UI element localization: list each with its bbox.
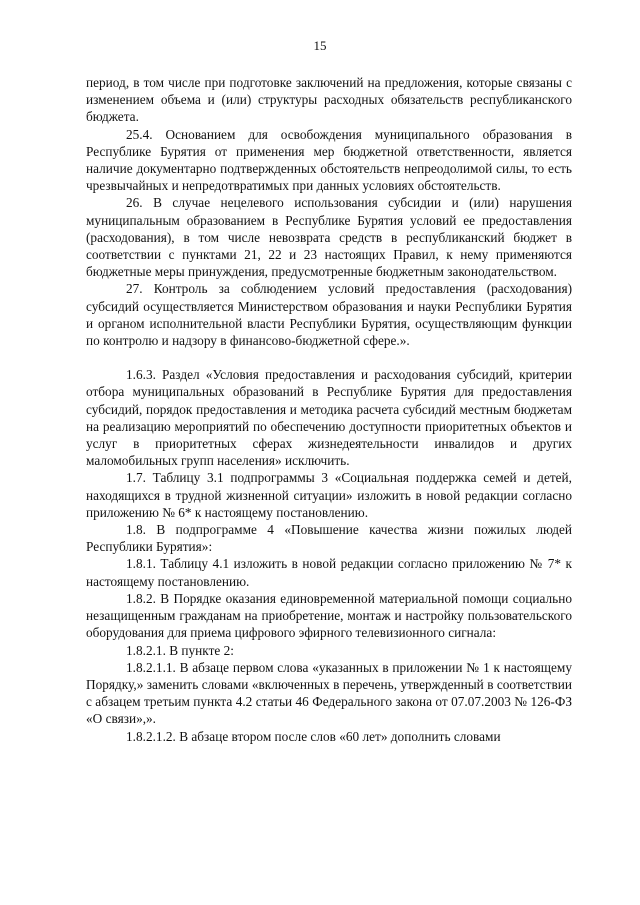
- paragraph-1-8-1: 1.8.1. Таблицу 4.1 изложить в новой редакции согласно приложению № 7* к настоящему постановлению.: [86, 556, 572, 589]
- paragraph-1-8-2-1-1: 1.8.2.1.1. В абзаце первом слова «указанных в приложении № 1 к настоящему Порядку,» заменить словами «включенных в перечень, утвержденный в соответствии с абзацем третьим пункта 4.2 статьи 46 Федерального закона от 07.07.2003 № 126-ФЗ «О связи»,».: [86, 659, 572, 727]
- paragraph-continuation: период, в том числе при подготовке заключений на предложения, которые связаны с изменением объема и (или) структуры расходных обязательств республиканского бюджета.: [86, 75, 572, 125]
- paragraph-spacer: [86, 349, 572, 366]
- paragraph-1-7: 1.7. Таблицу 3.1 подпрограммы 3 «Социальная поддержка семей и детей, находящихся в трудной жизненной ситуации» изложить в новой редакции согласно приложению № 6* к настоящему постановлению.: [86, 470, 572, 520]
- paragraph-1-8-2-1-2: 1.8.2.1.2. В абзаце втором после слов «60 лет» дополнить словами: [126, 728, 501, 744]
- paragraph-26: 26. В случае нецелевого использования субсидии и (или) нарушения муниципальным образованием в Республике Бурятия условий ее предоставления (расходования), в том числе невозврата средств в республиканский бюджет в соответствии с пунктами 21, 22 и 23 настоящих Правил, к нему применяются бюджетные меры принуждения, предусмотренные бюджетным законодательством.: [86, 195, 572, 280]
- paragraph-25-4: 25.4. Основанием для освобождения муниципального образования в Республике Бурятия от применения мер бюджетной ответственности, является наличие документарно подтвержденных обстоятельств непреодолимой силы, то есть чрезвычайных и непредотвратимых при данных условиях обстоятельств.: [86, 126, 572, 194]
- paragraph-1-8: 1.8. В подпрограмме 4 «Повышение качества жизни пожилых людей Республики Бурятия»:: [86, 522, 572, 555]
- document-body: [86, 74, 572, 745]
- paragraph-1-8-2: 1.8.2. В Порядке оказания единовременной материальной помощи социально незащищенным гражданам на приобретение, монтаж и настройку пользовательского оборудования для приема цифрового эфирного телевизионного сигнала:: [86, 590, 572, 641]
- paragraph-1-8-2-1: 1.8.2.1. В пункте 2:: [126, 642, 234, 658]
- page-number: 15: [313, 38, 327, 53]
- paragraph-1-6-3: 1.6.3. Раздел «Условия предоставления и расходования субсидий, критерии отбора муниципальных образований в Республике Бурятия для предоставления субсидий, порядок предоставления и методика расчета субсидий местным бюджетам на реализацию мероприятий по обеспечению доступности приоритетных объектов и услуг в приоритетных сферах жизнедеятельности инвалидов и других маломобильных групп населения» исключить.: [86, 367, 572, 469]
- paragraph-27: 27. Контроль за соблюдением условий предоставления (расходования) субсидий осуществляется Министерством образования и науки Республики Бурятия и органом исполнительной власти Республики Бурятия, осуществляющим функции по контролю и надзору в финансово-бюджетной сфере.».: [86, 281, 572, 349]
